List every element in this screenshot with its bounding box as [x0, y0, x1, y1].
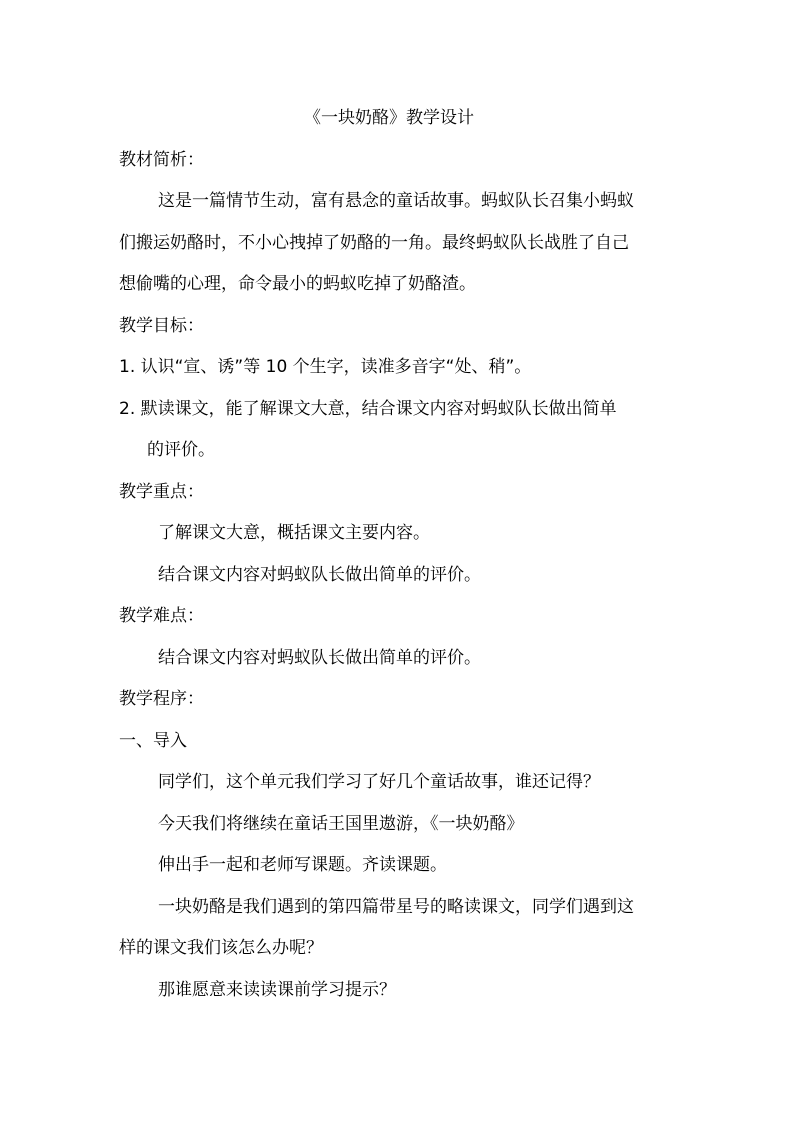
list-item: 1. 认识“宣、诱”等 10 个生字，读准多音字“处、稍”。 [119, 357, 532, 377]
section-heading-difficulties: 教学难点： [119, 606, 204, 626]
section-heading-teaching-procedure: 教学程序： [119, 689, 204, 709]
paragraph-line: 了解课文大意，概括课文主要内容。 [158, 523, 430, 543]
document-page [119, 98, 679, 1011]
paragraph-line: 同学们，这个单元我们学习了好几个童话故事，谁还记得？ [158, 772, 600, 792]
paragraph-line: 们搬运奶酪时，不小心拽掉了奶酪的一角。最终蚂蚁队长战胜了自己 [119, 232, 629, 253]
paragraph-line: 今天我们将继续在童话王国里遨游，《一块奶酪》 [158, 813, 524, 834]
paragraph-line: 结合课文内容对蚂蚁队长做出简单的评价。 [158, 647, 481, 668]
paragraph-line: 那谁愿意来读读课前学习提示？ [158, 979, 396, 1000]
paragraph-line: 伸出手一起和老师写课题。齐读课题。 [158, 855, 447, 875]
list-item-continuation: 的评价。 [147, 440, 215, 460]
paragraph-line: 这是一篇情节生动，富有悬念的童话故事。蚂蚁队长召集小蚂蚁 [158, 191, 634, 211]
section-heading-key-points: 教学重点： [119, 481, 204, 502]
paragraph-line: 想偷嘴的心理，命令最小的蚂蚁吃掉了奶酪渣。 [119, 274, 476, 294]
paragraph-line: 一块奶酪是我们遇到的第四篇带星号的略读课文，同学们遇到这 [158, 896, 634, 917]
section-heading-teaching-goals: 教学目标： [119, 315, 204, 336]
paragraph-line: 结合课文内容对蚂蚁队长做出简单的评价。 [158, 564, 481, 585]
subsection-heading-introduction: 一、导入 [119, 730, 187, 751]
section-heading-textbook-analysis: 教材简析： [119, 149, 204, 170]
document-title: 《一块奶酪》教学设计 [304, 108, 474, 128]
list-item: 2. 默读课文，能了解课文大意，结合课文内容对蚂蚁队长做出简单 [119, 398, 617, 419]
paragraph-line: 样的课文我们该怎么办呢？ [119, 938, 323, 958]
